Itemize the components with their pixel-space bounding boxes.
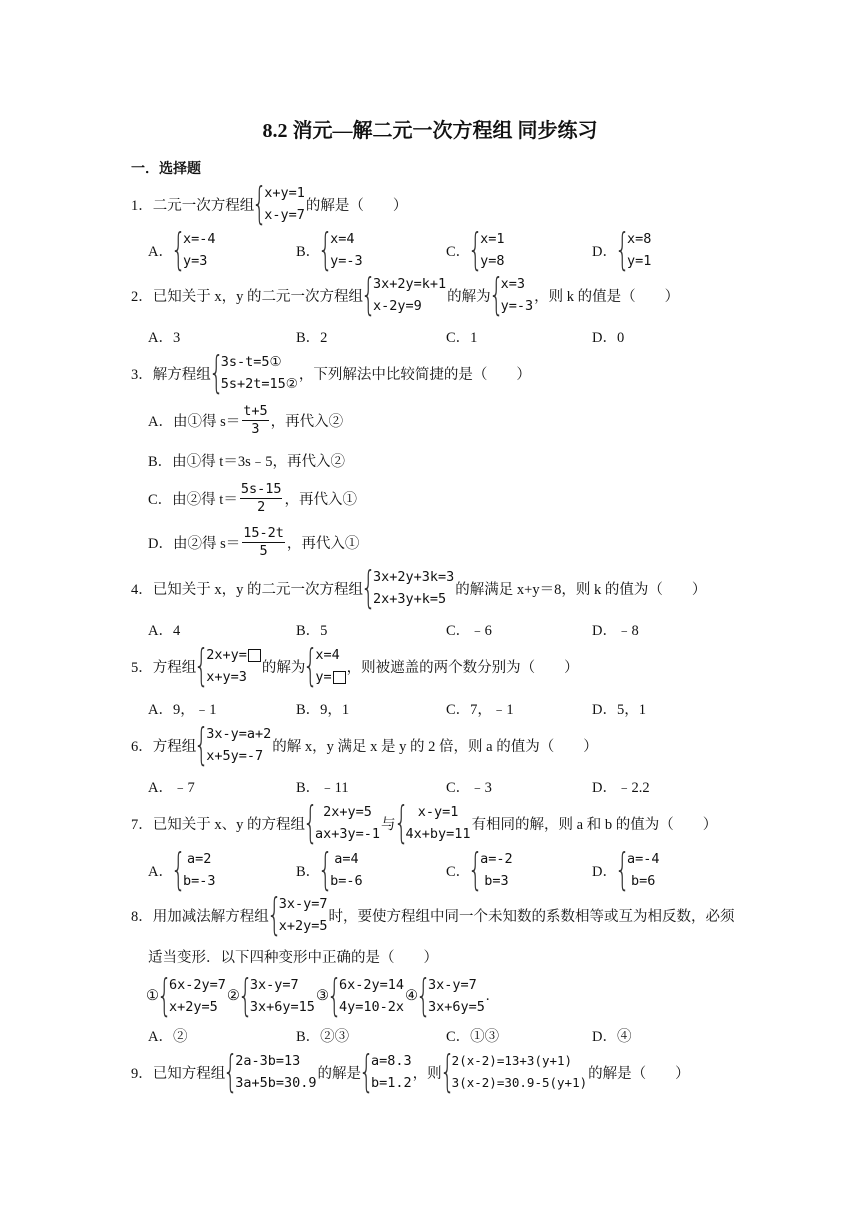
question-text: 的解为 [447,288,491,305]
question-9 [131,1048,690,1096]
question-text: 的解 x，y 满足 x 是 y 的 2 倍，则 a 的值为（ ） [272,738,598,755]
fraction: $\frac{t+5}{3}$ [243,402,268,437]
option-a[interactable]: A．3 [148,329,181,346]
question-text: ，则 [412,1065,442,1082]
question-number: 1． [131,197,153,214]
question-text: 的解满足 x+y＝8，则 k 的值为（ ） [455,581,707,598]
option-a[interactable]: A．② [148,1028,188,1045]
option-b[interactable]: B．2 [296,329,328,346]
equation-system: { 3x+2y+3k=3 2x+3y+k=5 [360,562,455,613]
option-a[interactable]: A．9，﹣1 [148,701,217,718]
equation-system: { 2x+y= x+y=3 [197,644,261,688]
option-a[interactable]: A． { a=2 b=-3 [148,844,216,895]
option-d[interactable]: D．5，1 [592,701,646,718]
option-c[interactable]: C．﹣6 [446,622,492,639]
fraction: $\frac{15-2t}{5}$ [243,524,284,559]
equation-system: { 2a-3b=13 3a+5b=30.9 [223,1046,317,1097]
option-d[interactable]: D．﹣8 [592,622,639,639]
option-d[interactable]: D．﹣2.2 [592,779,650,796]
option-c[interactable]: C．由②得 t＝ $\frac{5s-15}{2}$ ，再代入① [148,480,357,515]
equation-system: { 3x-y=a+2 x+5y=-7 [194,719,272,770]
question-number: 3． [131,366,153,383]
question-4 [131,562,707,613]
question-text: 已知关于 x，y 的二元一次方程组 [152,581,363,598]
question-text: 已知关于 x、y 的方程组 [152,816,305,833]
option-a[interactable]: A．由①得 s＝ $\frac{t+5}{3}$ ，再代入② [148,402,344,437]
question-5 [131,640,579,691]
option-d[interactable]: D．④ [592,1028,632,1045]
question-number: 9． [131,1065,153,1082]
question-text: 二元一次方程组 [152,197,255,214]
option-a[interactable]: A．﹣7 [148,779,195,796]
question-text: 适当变形．以下四种变形中正确的是（ ） [148,949,438,966]
solution-system: { x=4 y= [306,644,345,688]
options-q8 [148,1023,748,1047]
option-b[interactable]: B．由①得 t＝3s﹣5，再代入② [148,453,345,470]
options-q6 [148,774,748,798]
page-title: 8.2 消元—解二元一次方程组 同步练习 [262,120,598,142]
option-c[interactable]: C．1 [446,329,478,346]
options-q5 [148,696,748,720]
question-7 [131,797,718,848]
question-text: 有相同的解，则 a 和 b 的值为（ ） [471,816,718,833]
question-text: 方程组 [152,659,197,676]
option-b[interactable]: B．﹣11 [296,779,349,796]
question-number: 5． [131,659,153,676]
variant-4: { 3x-y=7 3x+6y=5 [415,970,485,1021]
option-d[interactable]: D．0 [592,329,625,346]
question-text: 解方程组 [152,366,211,383]
equation-system: { 3x+2y=k+1 x-2y=9 [360,269,447,320]
question-6 [131,719,598,770]
options-q4 [148,617,748,641]
equation-system: { 2x+y=5 ax+3y=-1 [302,797,381,848]
question-text: 与 [381,816,396,833]
covered-box [248,649,261,662]
equation-system: { 3s-t=5① 5s+2t=15② [208,347,298,398]
section-heading: 一．选择题 [131,162,201,177]
option-a[interactable]: A． { x=-4 y=3 [148,224,216,275]
question-text: ，则被遮盖的两个数分别为（ ） [346,659,579,676]
question-text: 的解是（ ） [305,197,408,214]
fraction: $\frac{5s-15}{2}$ [240,480,282,515]
equation-system-2: { x-y=1 4x+by=11 [393,797,471,848]
question-2 [131,269,680,320]
option-b[interactable]: B． { x=4 y=-3 [296,224,363,275]
option-b[interactable]: B． { a=4 b=-6 [296,844,363,895]
variant-3: { 6x-2y=14 4y=10-2x [326,970,404,1021]
question-text: ，则 k 的值是（ ） [534,288,680,305]
option-c[interactable]: C．7，﹣1 [446,701,514,718]
equation-system-2: { 2(x-2)=13+3(y+1) 3(x-2)=30.9-5(y+1) [439,1046,588,1097]
question-text: 方程组 [152,738,197,755]
question-text: 已知关于 x，y 的二元一次方程组 [152,288,363,305]
option-d[interactable]: D． { x=8 y=1 [592,224,652,275]
equation-system: { 3x-y=7 x+2y=5 [266,889,328,940]
question-text: 的解是 [317,1065,362,1082]
question-8 [131,889,735,940]
question-number: 7． [131,816,153,833]
question-text: 用加减法解方程组 [152,908,269,925]
variant-2: { 3x-y=7 3x+6y=15 [237,970,315,1021]
option-b[interactable]: B．5 [296,622,328,639]
option-d[interactable]: D．由②得 s＝ $\frac{15-2t}{5}$ ，再代入① [148,524,360,559]
question-3 [131,347,531,398]
option-c[interactable]: C．①③ [446,1028,500,1045]
equation-system: { x+y=1 x-y=7 [252,178,305,229]
options-q7 [148,844,748,895]
option-c[interactable]: C． { x=1 y=8 [446,224,505,275]
options-q2 [148,324,748,348]
option-b[interactable]: B．②③ [296,1028,350,1045]
question-text: ，下列解法中比较简捷的是（ ） [298,366,531,383]
solution-system: { x=3 y=-3 [488,269,534,320]
question-number: 8． [131,908,153,925]
covered-box [333,671,346,684]
option-c[interactable]: C． { a=-2 b=3 [446,844,513,895]
option-b[interactable]: B．9，1 [296,701,350,718]
transform-variants: ① { 6x-2y=7 x+2y=5 ② { 3x-y=7 3x+6y=15 ③ { 6x-2y=14 4y=10-2x ④ { 3x-y=7 3x+6y=5 . [146,970,490,1021]
options-q1 [148,224,748,275]
question-number: 2． [131,288,153,305]
option-d[interactable]: D． { a=-4 b=6 [592,844,660,895]
option-a[interactable]: A．4 [148,622,181,639]
question-1 [131,178,408,229]
question-text: 的解是（ ） [588,1065,690,1082]
question-text: 的解为 [261,659,306,676]
question-number: 6． [131,738,153,755]
variant-1: { 6x-2y=7 x+2y=5 [156,970,226,1021]
solution-system: { a=8.3 b=1.2 [358,1046,412,1097]
question-text: 时，要使方程组中同一个未知数的系数相等或互为相反数，必须 [328,908,735,925]
question-number: 4． [131,581,153,598]
question-text: 已知方程组 [152,1065,226,1082]
option-c[interactable]: C．﹣3 [446,779,492,796]
